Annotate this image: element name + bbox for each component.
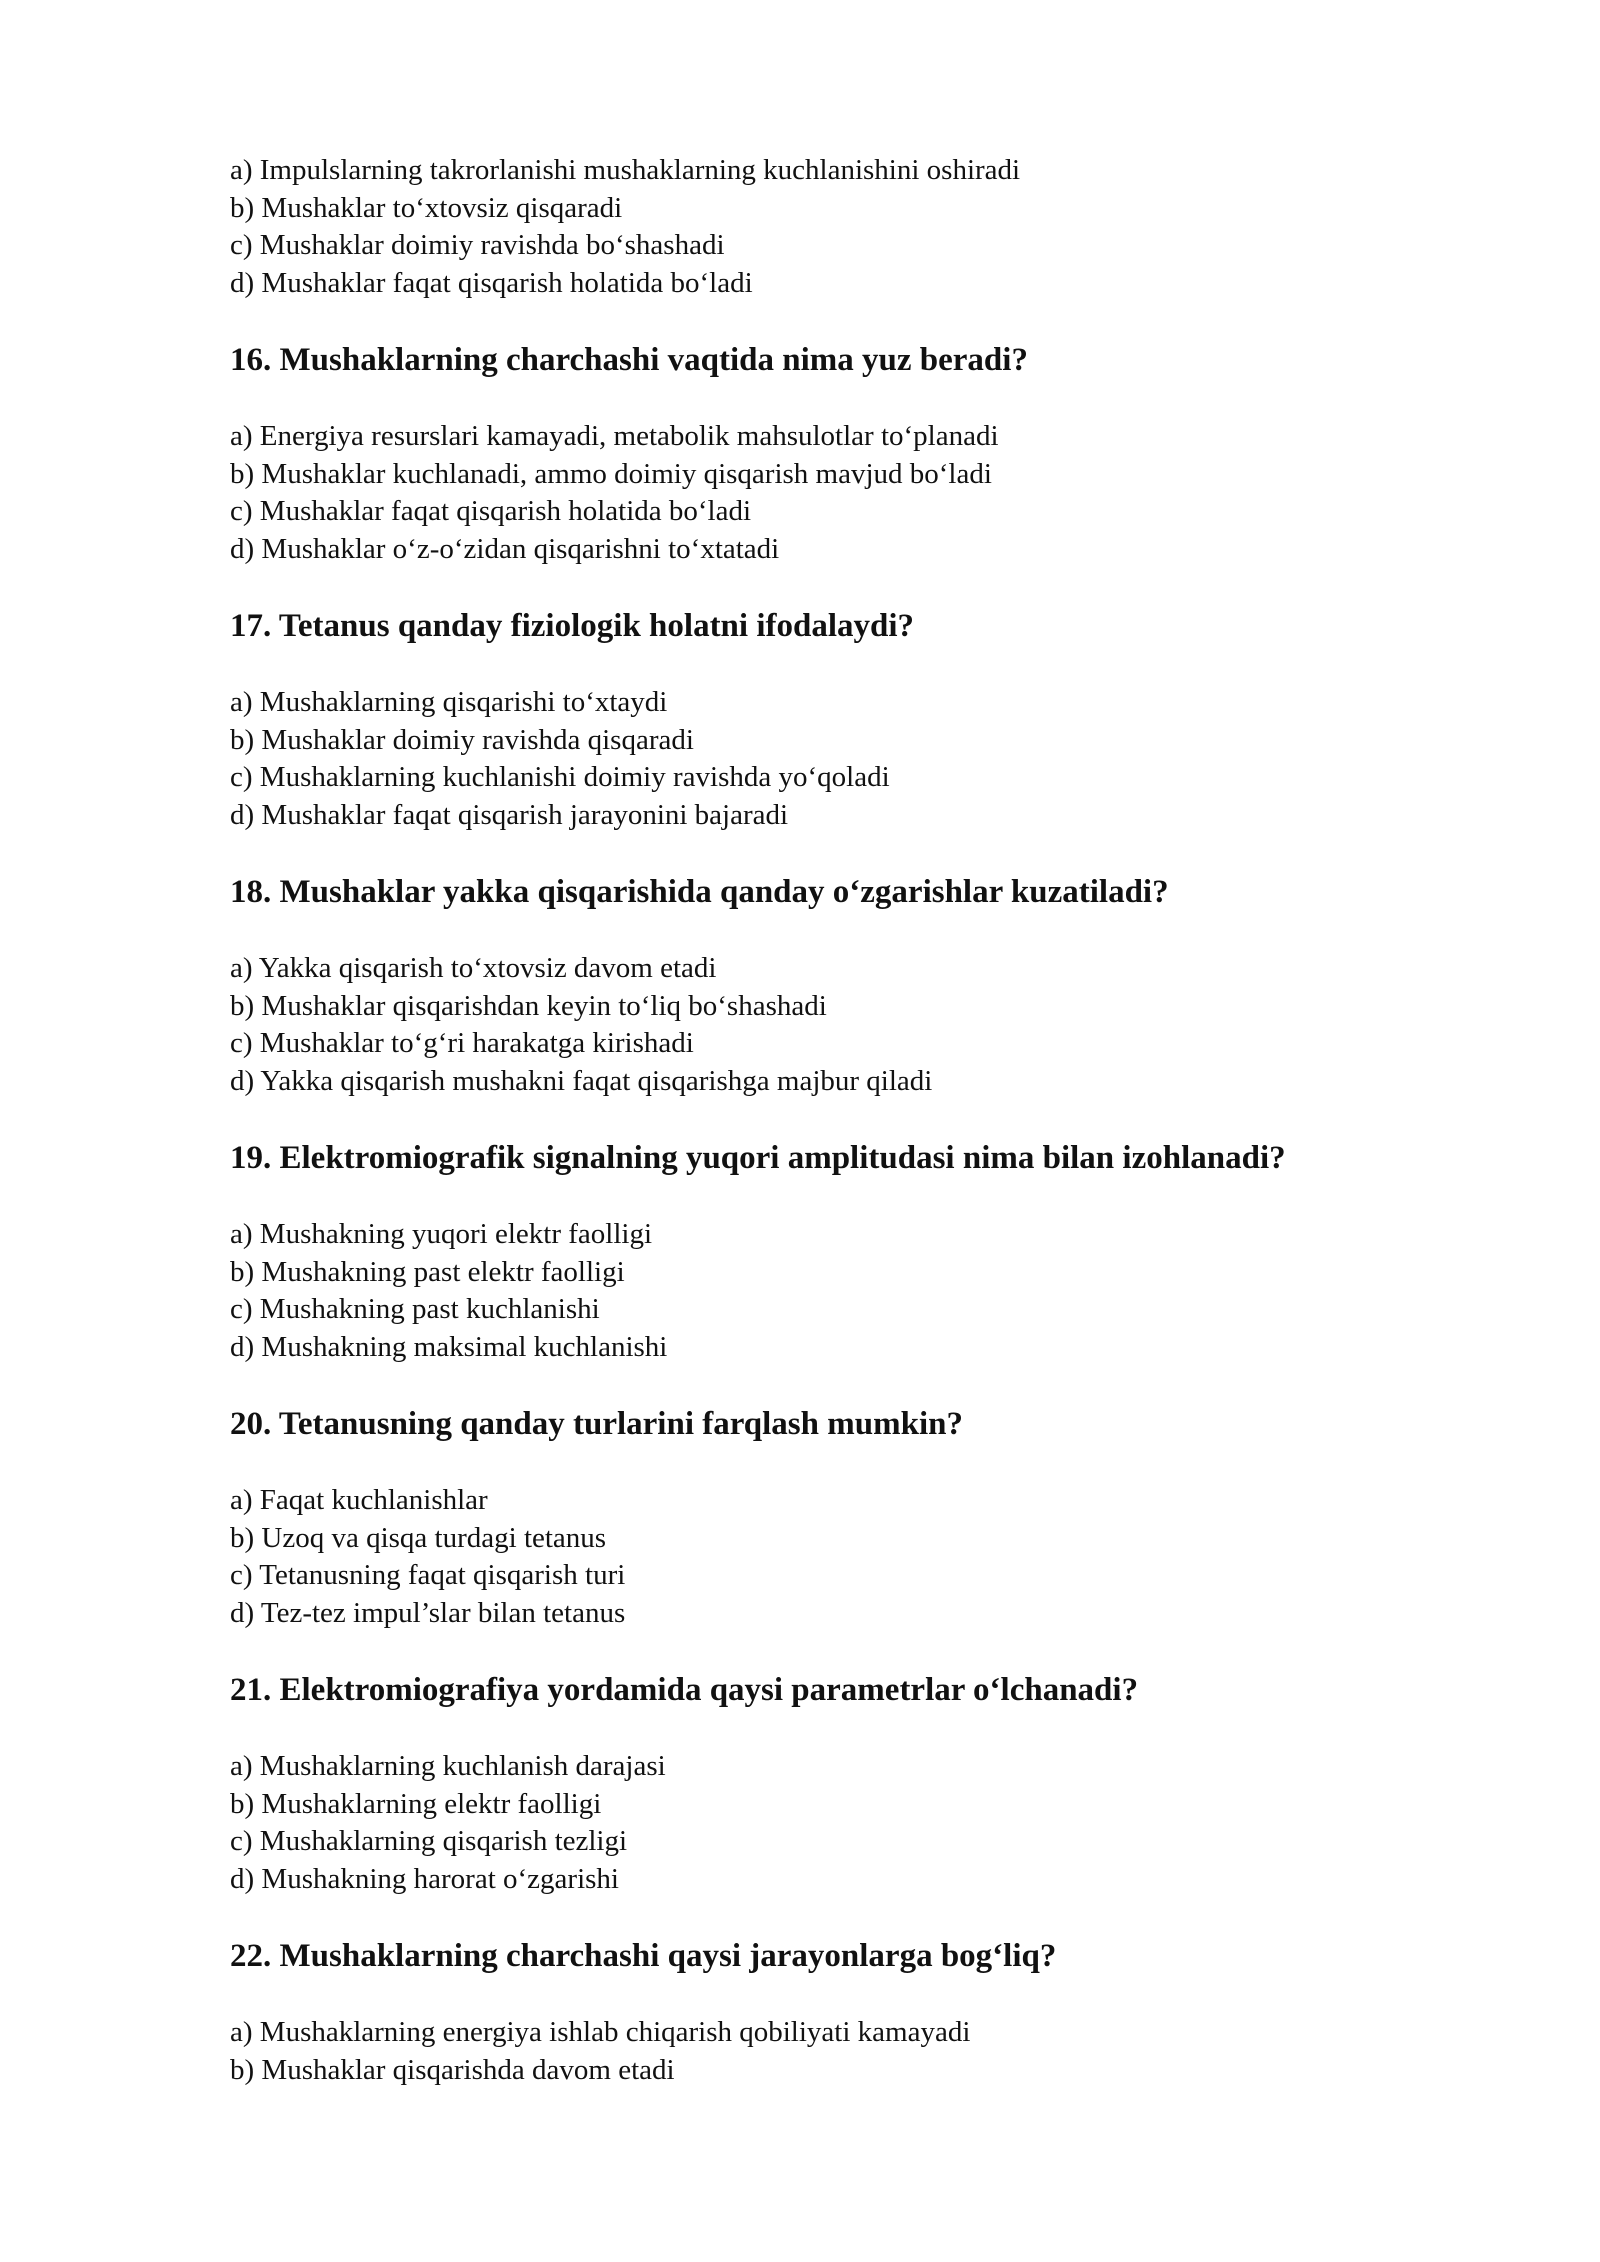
question-19-title: 19. Elektromiografik signalning yuqori amplitudasi nima bilan izohlanadi?	[230, 1140, 1286, 1176]
answer-option: b) Mushakning past elektr faolligi	[230, 1255, 625, 1288]
question-18-options	[230, 950, 1470, 1100]
answer-option: d) Mushaklar faqat qisqarish jarayonini bajaradi	[230, 798, 789, 831]
answer-option: d) Mushakning maksimal kuchlanishi	[230, 1330, 668, 1363]
question-15-options	[230, 152, 1470, 302]
question-18-title: 18. Mushaklar yakka qisqarishida qanday o‘zgarishlar kuzatiladi?	[230, 874, 1169, 910]
question-17-options	[230, 684, 1470, 834]
answer-option: c) Mushaklar faqat qisqarish holatida bo‘ladi	[230, 495, 752, 527]
answer-option: b) Mushaklar qisqarishdan keyin to‘liq bo‘shashadi	[230, 989, 827, 1022]
question-19-options	[230, 1216, 1470, 1366]
answer-option: c) Mushakning past kuchlanishi	[230, 1293, 600, 1325]
answer-option: b) Mushaklar doimiy ravishda qisqaradi	[230, 723, 694, 756]
answer-option: b) Mushaklar qisqarishda davom etadi	[230, 2053, 675, 2086]
answer-option: a) Impulslarning takrorlanishi mushaklarning kuchlanishini oshiradi	[230, 154, 1021, 186]
question-21-title: 21. Elektromiografiya yordamida qaysi parametrlar o‘lchanadi?	[230, 1672, 1139, 1708]
answer-option: a) Energiya resurslari kamayadi, metabolik mahsulotlar to‘planadi	[230, 420, 999, 452]
answer-option: b) Mushaklar to‘xtovsiz qisqaradi	[230, 191, 623, 224]
question-16-options	[230, 418, 1470, 568]
question-17-title: 17. Tetanus qanday fiziologik holatni ifodalaydi?	[230, 608, 915, 644]
answer-option: a) Mushaklarning qisqarishi to‘xtaydi	[230, 686, 668, 718]
answer-option: c) Mushaklar doimiy ravishda bo‘shashadi	[230, 229, 725, 261]
question-20-title: 20. Tetanusning qanday turlarini farqlash mumkin?	[230, 1406, 963, 1442]
answer-option: c) Mushaklarning kuchlanishi doimiy ravishda yo‘qoladi	[230, 761, 890, 793]
answer-option: a) Mushaklarning energiya ishlab chiqarish qobiliyati kamayadi	[230, 2016, 971, 2048]
question-16-title: 16. Mushaklarning charchashi vaqtida nima yuz beradi?	[230, 342, 1028, 378]
answer-option: d) Mushaklar o‘z-o‘zidan qisqarishni to‘xtatadi	[230, 532, 780, 565]
answer-option: d) Yakka qisqarish mushakni faqat qisqarishga majbur qiladi	[230, 1064, 933, 1097]
answer-option: d) Tez-tez impul’slar bilan tetanus	[230, 1596, 626, 1629]
answer-option: d) Mushaklar faqat qisqarish holatida bo‘ladi	[230, 266, 753, 299]
answer-option: c) Mushaklarning qisqarish tezligi	[230, 1825, 628, 1857]
question-21-options	[230, 1748, 1470, 1898]
answer-option: a) Mushakning yuqori elektr faolligi	[230, 1218, 653, 1250]
answer-option: d) Mushakning harorat o‘zgarishi	[230, 1862, 619, 1895]
answer-option: c) Tetanusning faqat qisqarish turi	[230, 1559, 626, 1591]
answer-option: b) Uzoq va qisqa turdagi tetanus	[230, 1521, 607, 1554]
question-22-title: 22. Mushaklarning charchashi qaysi jarayonlarga bog‘liq?	[230, 1938, 1057, 1974]
answer-option: b) Mushaklarning elektr faolligi	[230, 1787, 602, 1820]
answer-option: a) Mushaklarning kuchlanish darajasi	[230, 1750, 666, 1782]
answer-option: b) Mushaklar kuchlanadi, ammo doimiy qisqarish mavjud bo‘ladi	[230, 457, 992, 490]
question-22-options	[230, 2014, 1470, 2089]
answer-option: c) Mushaklar to‘g‘ri harakatga kirishadi	[230, 1027, 694, 1059]
document-page	[230, 152, 1470, 2089]
answer-option: a) Faqat kuchlanishlar	[230, 1484, 488, 1516]
answer-option: a) Yakka qisqarish to‘xtovsiz davom etadi	[230, 952, 717, 984]
question-20-options	[230, 1482, 1470, 1632]
